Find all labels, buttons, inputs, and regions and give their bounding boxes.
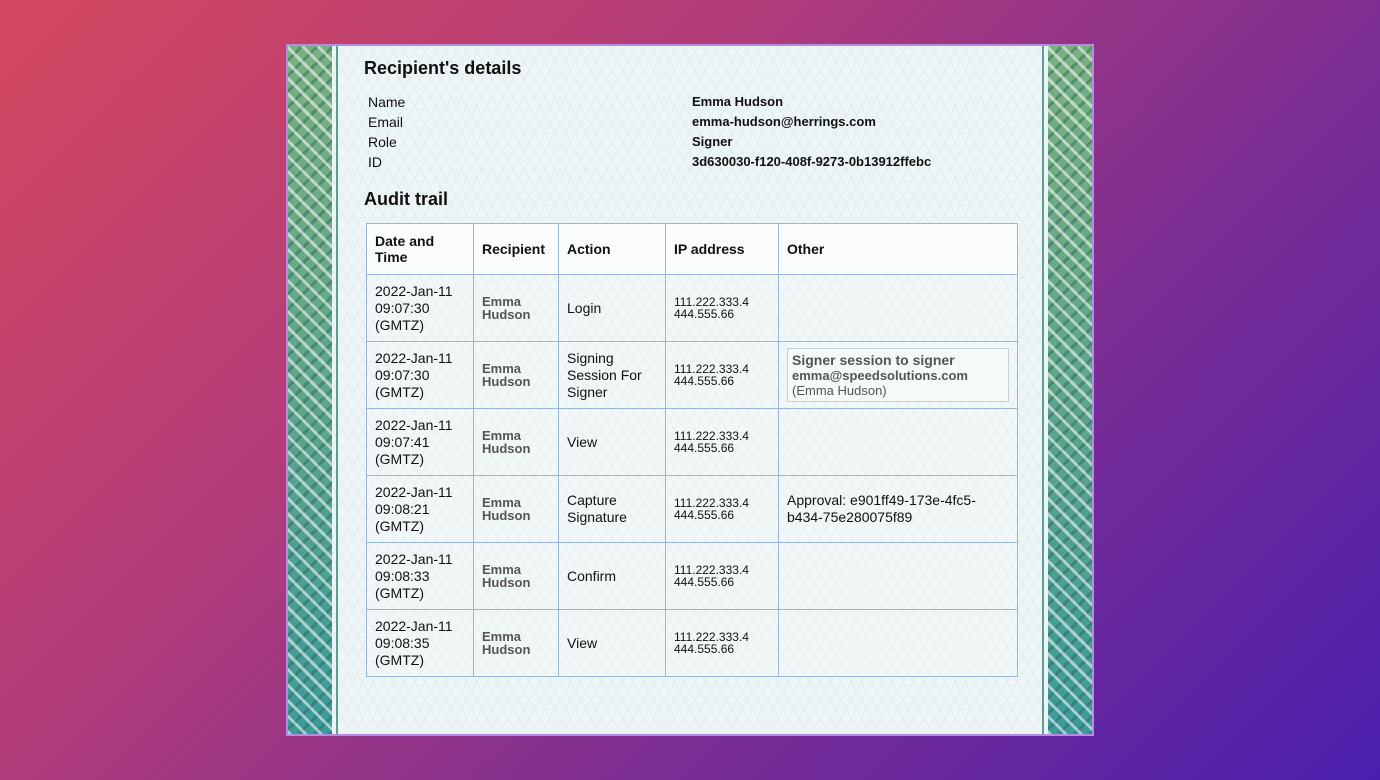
cell-other — [779, 610, 1018, 677]
table-row — [367, 543, 1018, 610]
table-row — [367, 409, 1018, 476]
signer-session-box — [787, 348, 1009, 402]
detail-label: Email — [368, 114, 404, 130]
cell-ip-address: 111.222.333.4 444.555.66 — [666, 543, 779, 610]
detail-label: Name — [368, 94, 406, 110]
detail-value: Emma Hudson — [692, 94, 784, 109]
detail-row-email — [368, 114, 968, 134]
audit-trail-title: Audit trail — [364, 189, 448, 209]
cell-other — [779, 275, 1018, 342]
cell-ip-address: 111.222.333.4 444.555.66 — [666, 610, 779, 677]
cell-ip-address: 111.222.333.4 444.555.66 — [666, 275, 779, 342]
header-other: Other — [779, 224, 1018, 275]
signer-session-title: Signer session to signer — [792, 352, 955, 368]
recipient-details-title: Recipient's details — [364, 58, 522, 78]
detail-row-role — [368, 134, 968, 154]
cell-recipient: Emma Hudson — [474, 342, 559, 409]
cell-other: Approval: e901ff49-173e-4fc5-b434-75e280075f89 — [779, 476, 1018, 543]
cell-recipient: Emma Hudson — [474, 543, 559, 610]
cell-date-time: 2022-Jan-11 09:08:35 (GMTZ) — [367, 610, 474, 677]
decorative-border-left — [288, 46, 332, 734]
signer-session-email: emma@speedsolutions.com — [792, 368, 968, 383]
header-date-time: Date and Time — [367, 224, 474, 275]
table-row — [367, 476, 1018, 543]
detail-value: Signer — [692, 134, 733, 149]
certificate-document — [286, 44, 1094, 736]
cell-date-time: 2022-Jan-11 09:08:33 (GMTZ) — [367, 543, 474, 610]
signer-session-name: (Emma Hudson) — [792, 383, 887, 398]
cell-action: View — [559, 409, 666, 476]
table-row — [367, 610, 1018, 677]
cell-ip-address: 111.222.333.4 444.555.66 — [666, 476, 779, 543]
header-ip-address: IP address — [666, 224, 779, 275]
cell-action: Capture Signature — [559, 476, 666, 543]
decorative-border-right — [1048, 46, 1092, 734]
cell-recipient: Emma Hudson — [474, 476, 559, 543]
audit-trail-table — [366, 223, 1018, 677]
detail-value: emma-hudson@herrings.com — [692, 114, 876, 129]
cell-recipient: Emma Hudson — [474, 275, 559, 342]
cell-recipient: Emma Hudson — [474, 409, 559, 476]
cell-date-time: 2022-Jan-11 09:07:30 (GMTZ) — [367, 275, 474, 342]
detail-label: ID — [368, 154, 382, 170]
cell-other — [779, 543, 1018, 610]
cell-ip-address: 111.222.333.4 444.555.66 — [666, 409, 779, 476]
cell-ip-address: 111.222.333.4 444.555.66 — [666, 342, 779, 409]
recipient-details — [368, 94, 968, 174]
cell-action: Signing Session For Signer — [559, 342, 666, 409]
cell-other — [779, 342, 1018, 409]
table-header-row — [367, 224, 1018, 275]
table-row — [367, 275, 1018, 342]
cell-date-time: 2022-Jan-11 09:07:41 (GMTZ) — [367, 409, 474, 476]
cell-action: Login — [559, 275, 666, 342]
cell-date-time: 2022-Jan-11 09:08:21 (GMTZ) — [367, 476, 474, 543]
detail-label: Role — [368, 134, 397, 150]
cell-recipient: Emma Hudson — [474, 610, 559, 677]
cell-other — [779, 409, 1018, 476]
detail-row-id — [368, 154, 968, 174]
detail-value: 3d630030-f120-408f-9273-0b13912ffebc — [692, 154, 932, 169]
cell-action: View — [559, 610, 666, 677]
header-recipient: Recipient — [474, 224, 559, 275]
detail-row-name — [368, 94, 968, 114]
cell-action: Confirm — [559, 543, 666, 610]
header-action: Action — [559, 224, 666, 275]
cell-date-time: 2022-Jan-11 09:07:30 (GMTZ) — [367, 342, 474, 409]
table-row — [367, 342, 1018, 409]
